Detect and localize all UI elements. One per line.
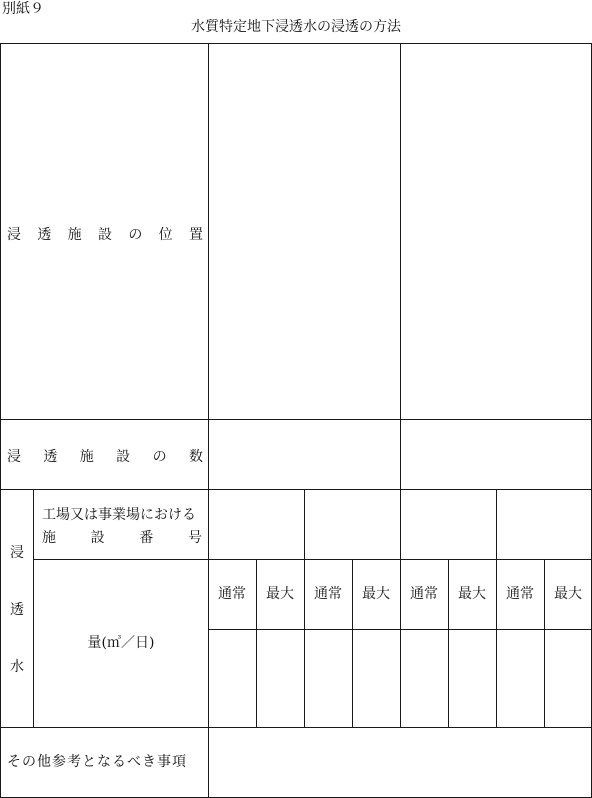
- amount-label: 量(㎥／日): [87, 635, 155, 651]
- column-header-normal: 通常: [314, 586, 342, 602]
- label-char: 位: [158, 227, 173, 243]
- row-divider: [33, 559, 592, 560]
- facility-number-label-line2: [42, 527, 202, 547]
- other-reference-entry-cell[interactable]: [209, 728, 591, 797]
- label-char: 透: [37, 227, 52, 243]
- count-entry-cell-1[interactable]: [209, 420, 400, 489]
- column-header-max: 最大: [554, 586, 582, 602]
- document-label: 別紙９: [2, 1, 44, 17]
- count-entry-cell-2[interactable]: [401, 420, 591, 489]
- location-entry-cell-2[interactable]: [401, 44, 591, 419]
- facility-number-entry-cell[interactable]: [305, 490, 400, 559]
- label-char: 透: [43, 449, 58, 465]
- facility-number-entry-cell[interactable]: [209, 490, 304, 559]
- label-char: の: [128, 227, 143, 243]
- count-label: [7, 446, 203, 466]
- label-char: 施: [42, 530, 56, 546]
- facility-number-entry-cell[interactable]: [497, 490, 591, 559]
- label-char: 施: [67, 227, 82, 243]
- infiltrated-water-label: [1, 542, 33, 676]
- table-border-left: [0, 43, 1, 798]
- column-header-normal: 通常: [218, 586, 246, 602]
- label-char: 施: [79, 449, 94, 465]
- location-entry-cell-1[interactable]: [209, 44, 400, 419]
- label-char: 浸: [7, 449, 21, 465]
- column-header-max: 最大: [458, 586, 486, 602]
- label-char: 浸: [10, 545, 24, 561]
- label-char: 置: [188, 227, 203, 243]
- label-char: 番: [139, 530, 154, 546]
- document-title: 水質特定地下浸透水の浸透の方法: [191, 19, 401, 35]
- label-char: 設: [97, 227, 112, 243]
- label-char: 透: [10, 602, 24, 618]
- other-reference-label: その他参考となるべき事項: [7, 754, 187, 770]
- column-divider: [33, 489, 34, 727]
- facility-number-entry-cell[interactable]: [401, 490, 496, 559]
- facility-number-label-line1: 工場又は事業場における: [42, 507, 196, 523]
- column-header-normal: 通常: [506, 586, 534, 602]
- column-header-normal: 通常: [410, 586, 438, 602]
- location-label: [7, 224, 203, 244]
- label-char: 号: [187, 530, 202, 546]
- label-char: 設: [116, 449, 131, 465]
- column-header-max: 最大: [266, 586, 294, 602]
- label-char: 水: [10, 659, 24, 675]
- column-header-max: 最大: [362, 586, 390, 602]
- amount-entry-row[interactable]: [209, 630, 592, 727]
- label-char: 数: [188, 449, 203, 465]
- label-char: 設: [90, 530, 105, 546]
- label-char: 浸: [7, 227, 21, 243]
- label-char: の: [152, 449, 167, 465]
